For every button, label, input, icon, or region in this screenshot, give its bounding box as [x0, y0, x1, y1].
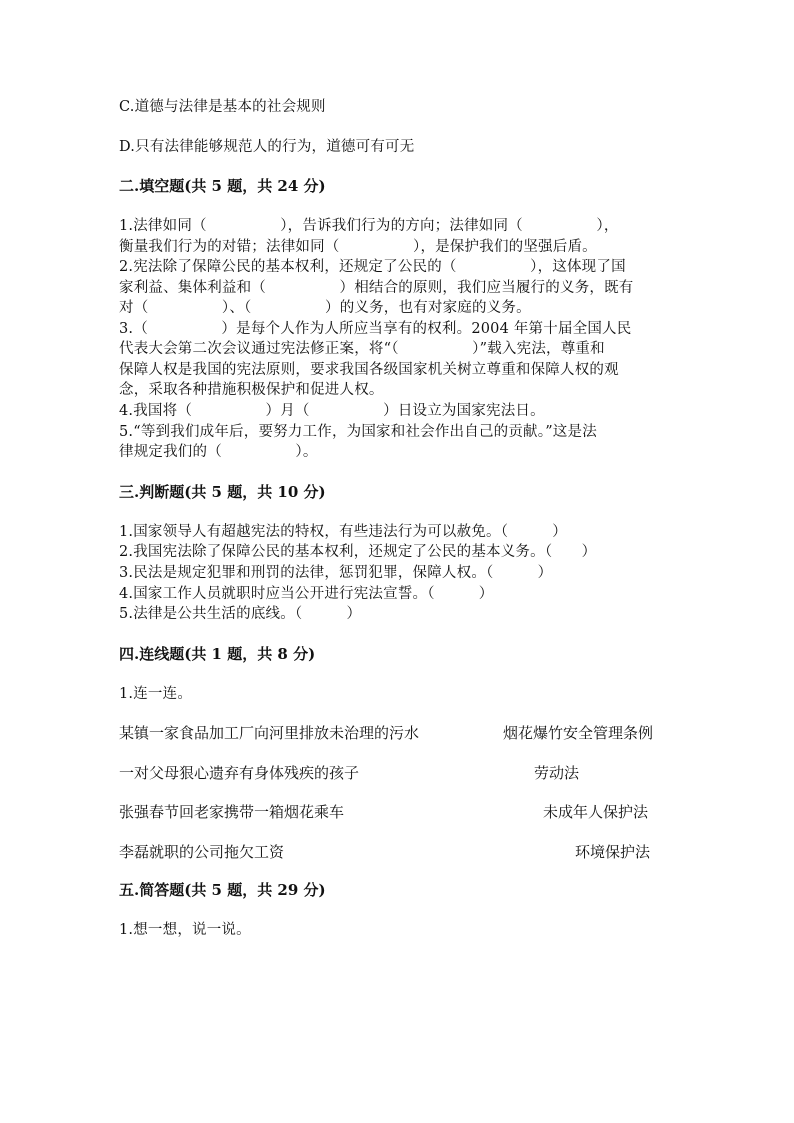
judgment-item: 3.民法是规定犯罪和刑罚的法律，惩罚犯罪，保障人权。（ ） [119, 565, 553, 581]
fill-in-line: 念，采取各种措施积极保护和促进人权。 [119, 382, 384, 398]
fill-in-line: 1.法律如同（ ），告诉我们行为的方向；法律如同（ ）， [119, 218, 619, 234]
fill-in-line: 律规定我们的（ ）。 [119, 444, 318, 460]
matching-right-item: 未成年人保护法 [543, 803, 649, 821]
matching-question: 1.连一连。 [119, 686, 193, 702]
short-answer-question: 1.想一想，说一说。 [119, 922, 251, 938]
fill-in-line: 2.宪法除了保障公民的基本权利，还规定了公民的（ ），这体现了国 [119, 259, 626, 275]
matching-left-item: 某镇一家食品加工厂向河里排放未治理的污水 [119, 724, 420, 742]
fill-in-line: 家利益、集体利益和（ ）相结合的原则，我们应当履行的义务，既有 [119, 280, 634, 296]
fill-in-line: 4.我国将（ ）月（ ）日设立为国家宪法日。 [119, 403, 545, 419]
option-d: D.只有法律能够规范人的行为，道德可有可无 [119, 139, 415, 155]
fill-in-line: 衡量我们行为的对错；法律如同（ ），是保护我们的坚强后盾。 [119, 239, 597, 255]
judgment-item: 4.国家工作人员就职时应当公开进行宪法宣誓。（ ） [119, 586, 494, 602]
matching-left-item: 李磊就职的公司拖欠工资 [119, 843, 285, 861]
judgment-item: 2.我国宪法除了保障公民的基本权利，还规定了公民的基本义务。（ ） [119, 544, 597, 560]
matching-right-item: 烟花爆竹安全管理条例 [503, 724, 654, 742]
fill-in-line: 保障人权是我国的宪法原则，要求我国各级国家机关树立尊重和保障人权的观 [119, 362, 619, 378]
judgment-item: 5.法律是公共生活的底线。（ ） [119, 606, 362, 622]
judgment-item: 1.国家领导人有超越宪法的特权，有些违法行为可以赦免。（ ） [119, 524, 567, 540]
section-heading-judgment: 三.判断题(共 5 题，共 10 分) [119, 483, 326, 501]
section-heading-short-answer: 五.简答题(共 5 题，共 29 分) [119, 881, 326, 899]
fill-in-line: 对（ ）、（ ）的义务，也有对家庭的义务。 [119, 300, 531, 316]
section-heading-matching: 四.连线题(共 1 题，共 8 分) [119, 645, 316, 663]
matching-right-item: 环境保护法 [575, 843, 651, 861]
fill-in-line: 5.“等到我们成年后，要努力工作，为国家和社会作出自己的贡献。”这是法 [119, 424, 597, 440]
section-heading-fill-in: 二.填空题(共 5 题，共 24 分) [119, 177, 326, 195]
option-c: C.道德与法律是基本的社会规则 [119, 99, 326, 115]
matching-right-item: 劳动法 [534, 764, 580, 782]
fill-in-line: 3.（ ）是每个人作为人所应当享有的权利。2004 年第十届全国人民 [119, 321, 632, 337]
fill-in-line: 代表大会第二次会议通过宪法修正案，将“（ ）”载入宪法，尊重和 [119, 341, 605, 357]
matching-left-item: 张强春节回老家携带一箱烟花乘车 [119, 803, 345, 821]
matching-left-item: 一对父母狠心遗弃有身体残疾的孩子 [119, 764, 360, 782]
